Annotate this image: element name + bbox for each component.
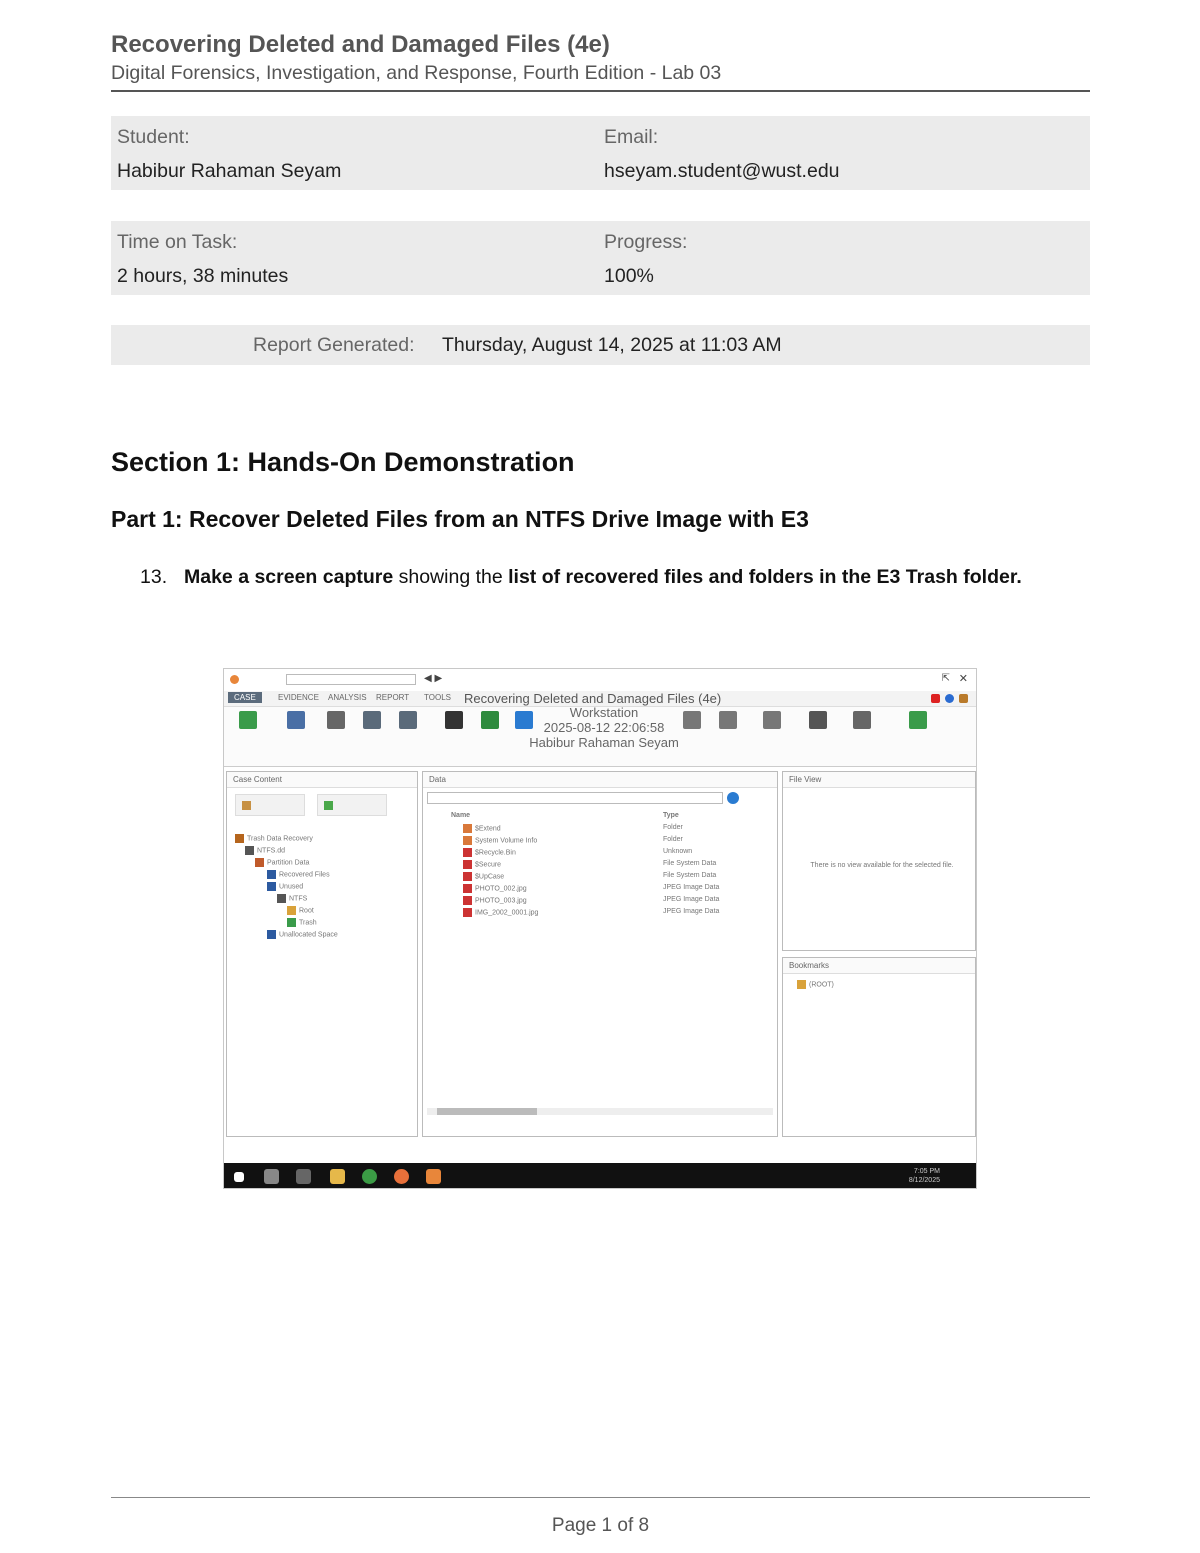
table-row[interactable]: PHOTO_003.jpg	[463, 896, 527, 908]
bookmark-root[interactable]: (ROOT)	[797, 980, 834, 992]
overlay-workstation: Workstation	[569, 705, 639, 720]
add-file-button[interactable]	[900, 711, 936, 759]
tree-item[interactable]: Root	[287, 906, 314, 918]
start-acquisition-button[interactable]	[436, 711, 472, 759]
page-number: Page 1 of 8	[551, 1515, 650, 1536]
user-icon[interactable]	[959, 694, 968, 703]
footer-divider	[111, 1497, 1090, 1498]
tree-item[interactable]: Unallocated Space	[267, 930, 338, 942]
document-subtitle: Digital Forensics, Investigation, and Response, Fourth Edition - Lab 03	[111, 62, 722, 84]
step-text	[184, 564, 1064, 591]
window-title: Recovering Deleted and Damaged Files (4e)	[464, 691, 722, 706]
table-row[interactable]: $Extend	[463, 824, 501, 836]
horizontal-scrollbar[interactable]	[427, 1108, 773, 1115]
watermark-overlay	[524, 705, 684, 750]
report-generated-value: Thursday, August 14, 2025 at 11:03 AM	[442, 334, 782, 356]
data-pane-title: Data	[423, 772, 777, 788]
title-divider	[111, 90, 1090, 92]
table-cell-type: File System Data	[663, 860, 717, 867]
bookmarks-title: Bookmarks	[783, 958, 975, 974]
table-cell-type: JPEG Image Data	[663, 884, 720, 891]
nav-arrows-icon[interactable]: ◀ ▶	[424, 673, 443, 684]
task-view-icon[interactable]	[264, 1169, 279, 1184]
table-cell-type: Folder	[663, 824, 683, 831]
chrome-icon[interactable]	[362, 1169, 377, 1184]
step-bold-2: list of recovered files and folders in the E3 Trash folder.	[508, 566, 1022, 588]
clock-time: 7:05 PM	[913, 1168, 940, 1175]
close-icon[interactable]: ✕	[958, 673, 968, 685]
table-row[interactable]: $UpCase	[463, 872, 504, 884]
progress-label: Progress:	[604, 231, 688, 253]
student-info-box	[111, 116, 1090, 190]
report-generated-box	[111, 325, 1090, 365]
progress-info-box	[111, 221, 1090, 295]
change-source-button[interactable]	[318, 711, 354, 759]
student-value: Habibur Rahaman Seyam	[117, 160, 342, 182]
start-icon[interactable]	[234, 1172, 244, 1182]
overlay-user: Habibur Rahaman Seyam	[529, 735, 679, 750]
tab-case[interactable]: CASE	[228, 692, 262, 703]
progress-column	[604, 231, 687, 288]
email-label: Email:	[604, 126, 659, 148]
add-database-button[interactable]	[278, 711, 314, 759]
step-plain: showing the	[393, 566, 509, 588]
tree-item[interactable]: NTFS.dd	[245, 846, 285, 858]
e3-screen-capture	[223, 668, 977, 1189]
report-generated-label: Report Generated:	[253, 334, 415, 356]
time-label: Time on Task:	[117, 231, 238, 253]
student-label: Student:	[117, 126, 190, 148]
document-title: Recovering Deleted and Damaged Files (4e)	[111, 31, 610, 58]
table-row[interactable]: PHOTO_002.jpg	[463, 884, 527, 896]
case-selector[interactable]	[286, 674, 416, 685]
step-number: 13.	[140, 566, 168, 588]
student-column	[117, 126, 341, 183]
calculator-button[interactable]	[844, 711, 880, 759]
file-explorer-icon[interactable]	[330, 1169, 345, 1184]
tab-evidence[interactable]: EVIDENCE	[278, 693, 319, 702]
youtube-icon[interactable]	[931, 694, 940, 703]
firefox-icon[interactable]	[394, 1169, 409, 1184]
table-row[interactable]: $Recycle.Bin	[463, 848, 516, 860]
time-column	[117, 231, 288, 288]
table-cell-type: Unknown	[663, 848, 693, 855]
overlay-timestamp: 2025-08-12 22:06:58	[543, 720, 665, 735]
table-row[interactable]: System Volume Info	[463, 836, 537, 848]
case-content-pane	[226, 771, 418, 1137]
terminal-icon[interactable]	[296, 1169, 311, 1184]
import-button[interactable]	[472, 711, 508, 759]
tree-item[interactable]: NTFS	[277, 894, 307, 906]
email-value: hseyam.student@wust.edu	[604, 160, 840, 182]
progress-value: 100%	[604, 265, 654, 287]
workflow-icon	[324, 801, 333, 810]
file-view-title: File View	[783, 772, 975, 788]
step-bold-1: Make a screen capture	[184, 566, 394, 588]
print-button[interactable]	[800, 711, 836, 759]
case-tab[interactable]	[235, 794, 305, 816]
time-value: 2 hours, 38 minutes	[117, 265, 289, 287]
add-evidence-button[interactable]	[230, 711, 266, 759]
tree-item[interactable]: Unused	[267, 882, 303, 894]
reload-evidence-button[interactable]	[354, 711, 390, 759]
table-cell-type: JPEG Image Data	[663, 896, 720, 903]
tool-button-2[interactable]	[710, 711, 746, 759]
column-header-name[interactable]: Name	[451, 812, 471, 819]
tree-item[interactable]: Trash Data Recovery	[235, 834, 313, 846]
go-icon[interactable]	[727, 792, 739, 804]
table-cell-type: Folder	[663, 836, 683, 843]
remove-evidence-button[interactable]	[390, 711, 426, 759]
case-content-title: Case Content	[227, 772, 417, 788]
windows-taskbar	[224, 1163, 977, 1189]
tab-tools[interactable]: TOOLS	[424, 693, 451, 702]
file-view-pane	[782, 771, 976, 951]
tab-analysis[interactable]: ANALYSIS	[328, 693, 367, 702]
workflow-tab[interactable]	[317, 794, 387, 816]
tool-button-3[interactable]	[754, 711, 790, 759]
table-cell-type: File System Data	[663, 872, 717, 879]
part-heading: Part 1: Recover Deleted Files from an NTFS Drive Image with E3	[111, 506, 809, 532]
report-page	[111, 0, 1090, 1553]
column-header-type[interactable]: Type	[663, 812, 679, 819]
file-view-message: There is no view available for the selected file.	[810, 862, 954, 869]
help-icon[interactable]	[945, 694, 954, 703]
email-column	[604, 126, 840, 183]
clock-date: 8/12/2025	[908, 1177, 940, 1184]
briefcase-icon	[242, 801, 251, 810]
bookmarks-pane	[782, 957, 976, 1137]
section-heading: Section 1: Hands-On Demonstration	[111, 447, 575, 477]
table-row[interactable]: $Secure	[463, 860, 501, 872]
path-bar[interactable]	[427, 792, 723, 804]
tree-item[interactable]: Recovered Files	[267, 870, 330, 882]
app-logo-icon	[230, 675, 239, 684]
tab-report[interactable]: REPORT	[376, 693, 410, 702]
taskbar-clock[interactable]	[909, 1167, 940, 1185]
e3-app-icon[interactable]	[426, 1169, 441, 1184]
data-pane	[422, 771, 778, 1137]
quick-access-toolbar	[224, 669, 977, 691]
table-row[interactable]: IMG_2002_0001.jpg	[463, 908, 538, 920]
table-cell-type: JPEG Image Data	[663, 908, 720, 915]
tree-item[interactable]: Trash	[287, 918, 317, 930]
tree-item[interactable]: Partition Data	[255, 858, 309, 870]
pin-icon[interactable]: ⇱	[941, 673, 950, 684]
